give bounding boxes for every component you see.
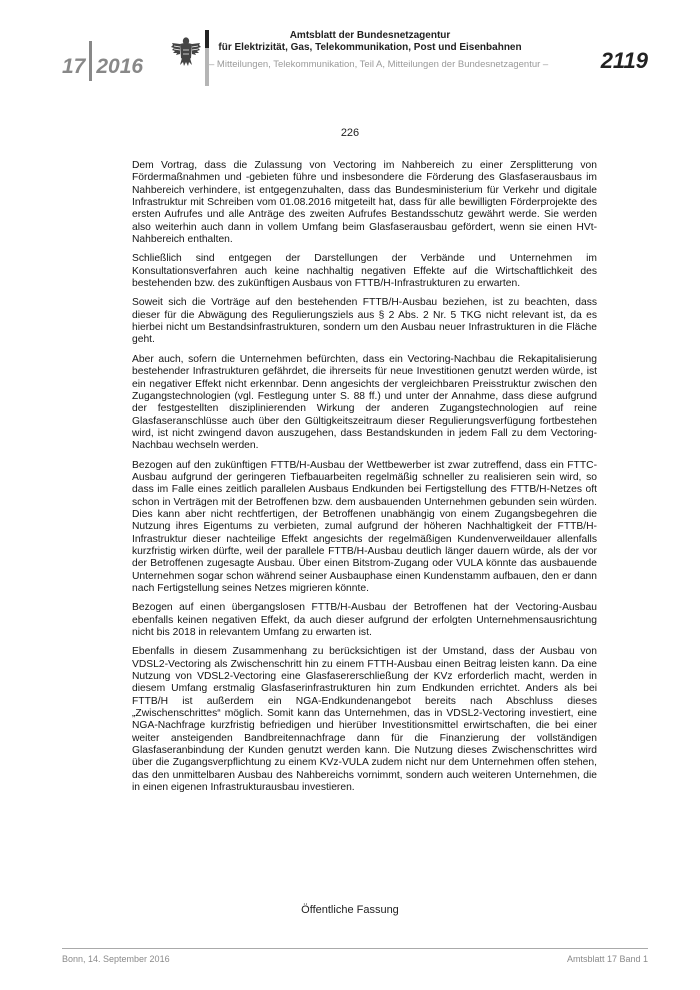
paragraph: Bezogen auf einen übergangslosen FTTB/H-Ausbau der Betroffenen hat der Vectoring-Ausbau ebenfalls keinen negativen Effekt, da auch dieser aufgrund der erfolgten Unternehmensausrichtung nicht bis 2018 in relevantem Umfang zu erwarten ist. xyxy=(132,602,597,639)
footer-divider xyxy=(62,948,648,949)
issue-number: 17 xyxy=(62,55,86,78)
paragraph: Dem Vortrag, dass die Zulassung von Vectoring im Nahbereich zu einer Zersplitterung von Fördermaßnahmen und -gebieten führe und insbesondere die Förderung des Glasfaserausbaus im Nahbereich verhindere, ist entgegenzuhalten, dass das Bundesministerium für Verkehr und digitale Infrastruktur mit Schreiben vom 01.08.2016 mitgeteilt hat, dass für alle bewilligten Förderprojekte des ersten Aufrufes und alle Anträge des zweiten Aufrufes Bestandsschutz gewährt werde. Sie werden also weiterhin auch dann in vollem Umfang beim Glasfaserausbau gefördert, wenn sie einen HVt-Nahbereich enthalten. xyxy=(132,160,597,246)
agency-title xyxy=(215,30,525,54)
paragraph: Ebenfalls in diesem Zusammenhang zu berücksichtigen ist der Umstand, dass der Ausbau von VDSL2-Vectoring als Zwischenschritt hin zu einem FTTH-Ausbau einen Beitrag leisten kann. Da eine Nutzung von VDSL2-Vectoring eine Glasfasererschließung der KVz erforderlich macht, werden in diesem Umfang erstmalig Glasfaserinfrastrukturen hin zum Endkunden errichtet. Anders als bei FTTB/H ist außerdem ein NGA-Endkundenangebot bereits nach Abschluss dieses „Zwischenschrittes“ möglich. Somit kann das Unternehmen, das in VDSL2-Vectoring investiert, eine NGA-Nachfrage kurzfristig befriedigen und hierüber Investitionsmittel erwirtschaften, die bei einer weiter ansteigenden Bandbreitennachfrage dann für die Finanzierung der vollständigen Glasfaseranbindung der Kunden genutzt werden kann. Die Nutzung dieses Zwischenschrittes wird über die Zugangsverpflichtung zu einem KVz-VULA zudem nicht nur dem Unternehmen offen stehen, das den unmittelbaren Ausbau des Nahbereichs vornimmt, sondern auch weiteren Unternehmen, die in einen eigenen Infrastrukturausbau investieren. xyxy=(132,646,597,794)
federal-eagle-icon xyxy=(170,32,202,68)
issue-year: 2016 xyxy=(96,55,144,78)
footer-volume: Amtsblatt 17 Band 1 xyxy=(566,954,648,964)
paragraph: Bezogen auf den zukünftigen FTTB/H-Ausbau der Wettbewerber ist zwar zutreffend, dass ein FTTC-Ausbau aufgrund der geringeren Tiefbauarbeiten regelmäßig schneller zu realisieren sein wird, so dass im Falle eines zeitlich parallelen Ausbaus Endkunden bei Fertigstellung des FTTB/H-Netzes oft schon in Verträgen mit der Betroffenen bzw. dem ausbauenden Unternehmen gebunden sein würden. Dies kann aber nicht rechtfertigen, der Betroffenen unabhängig von einem Zugangsbegehren die Nutzung ihres Eigentums zu verbieten, zumal aufgrund der höheren Nachhaltigkeit der FTTB/H-Infrastruktur dieser nachteilige Effekt angesichts der regelmäßigen Kundenverweildauer allenfalls kurzfristig wirken dürfte, weil der parallele FTTB/H-Ausbau deutlich länger dauern würde, als der vor der Betroffenen zugesagte Ausbau. Über einen Bitstrom-Zugang oder VULA könnte das ausbauende Unternehmen sogar schon während seiner Ausbauphase einen Kundenstamm aufbauen, den er dann nach Fertigstellung seines Netzes migrieren könnte. xyxy=(132,459,597,594)
agency-title-line1: Amtsblatt der Bundesnetzagentur xyxy=(289,30,451,41)
page-number: 2119 xyxy=(600,48,648,73)
paragraph: Soweit sich die Vorträge auf den bestehenden FTTB/H-Ausbau beziehen, ist zu beachten, dass dieser für die Abwägung des Regulierungsziels aus § 2 Abs. 2 Nr. 5 TKG nicht relevant ist, da es hierbei nicht um Bestandsinfrastrukturen, sondern um den Ausbau neuer Infrastrukturen in die Fläche geht. xyxy=(132,297,597,346)
page-header xyxy=(0,0,700,90)
public-version-note: Öffentliche Fassung xyxy=(301,904,399,916)
agency-title-line2: für Elektrizität, Gas, Telekommunikation, Post und Eisenbahnen xyxy=(218,42,522,53)
issue-label xyxy=(62,47,143,87)
document-page-label: 226 xyxy=(340,127,360,139)
issue-separator xyxy=(89,41,92,81)
paragraph: Aber auch, sofern die Unternehmen befürchten, dass ein Vectoring-Nachbau die Rekapitalisierung bestehender Infrastrukturen gefährdet, die ihrerseits für neue Investitionen genutzt werden würde, ist ein negativer Effekt nicht erkennbar. Denn angesichts der vergleichbaren Preisstruktur zwischen den Zugangstechnologien (vgl. Festlegung unter S. 88 ff.) und unter der Annahme, dass diese aufgrund der festgestellten disziplinierenden Wirkung der anderen Zugangstechnologien auf reine Glasfaseranschlüsse auch über den Gültigkeitszeitraum dieser Regulierungsverfügung fortbestehen wird, ist nicht zwingend davon auszugehen, dass Bestandskunden in jedem Fall zu dem Vectoring-Nachbau wechseln werden. xyxy=(132,353,597,452)
header-divider-bar xyxy=(205,30,209,86)
header-subtitle: – Mitteilungen, Telekommunikation, Teil A, Mitteilungen der Bundesnetzagentur – xyxy=(209,59,549,70)
footer-place-date: Bonn, 14. September 2016 xyxy=(62,954,170,964)
paragraph: Schließlich sind entgegen der Darstellungen der Verbände und Unternehmen im Konsultationsverfahren auch keine nachhaltig negativen Effekte auf die Wirtschaftlichkeit des bestehenden bzw. des zukünftigen Ausbaus von FTTB/H-Infrastrukturen zu erwarten. xyxy=(132,253,597,290)
document-body xyxy=(132,160,597,802)
